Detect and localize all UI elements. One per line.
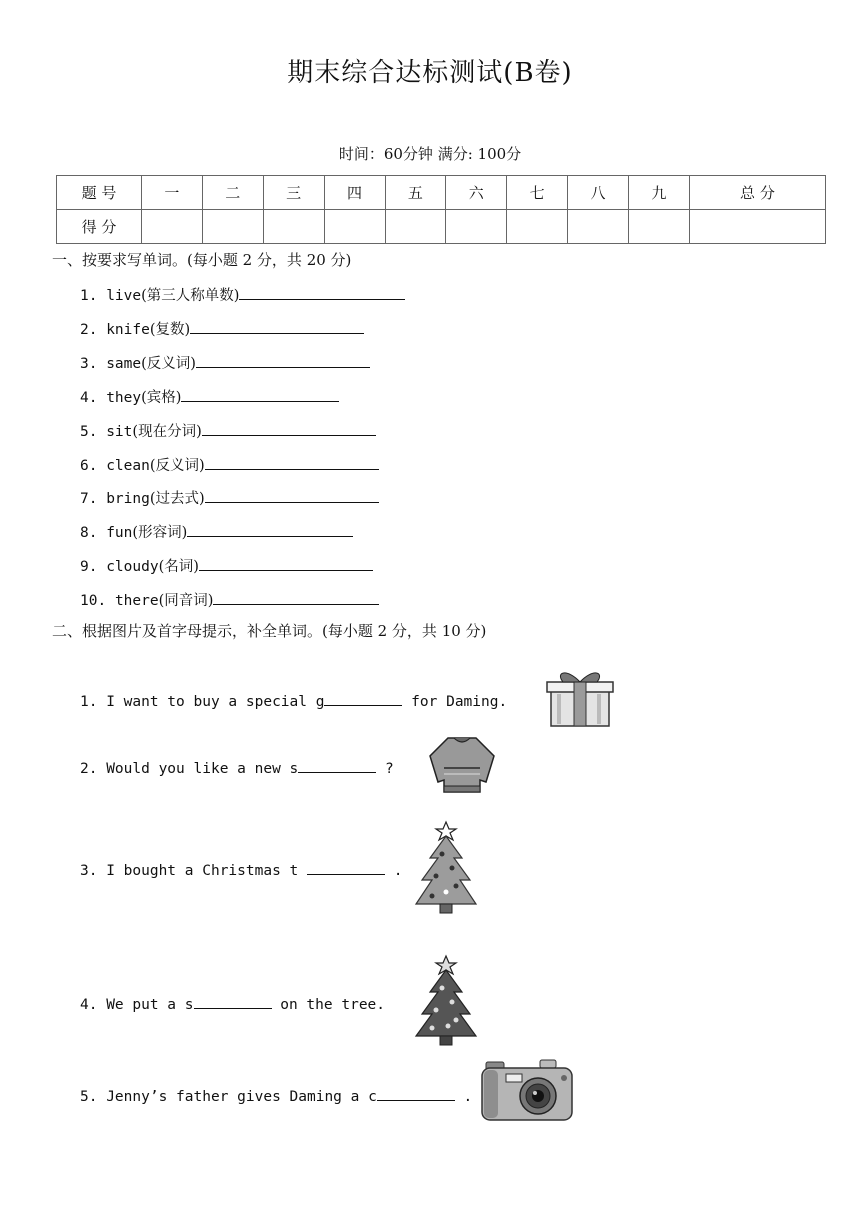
answer-blank[interactable] — [196, 351, 370, 368]
item-word: fun — [106, 525, 133, 541]
column-label: 一 — [142, 176, 203, 210]
item-hint: (宾格) — [141, 390, 182, 406]
column-label: 九 — [629, 176, 690, 210]
column-label: 总 分 — [689, 176, 825, 210]
item-text: We put a s — [106, 997, 194, 1013]
score-cell[interactable] — [629, 210, 690, 244]
answer-blank[interactable] — [190, 317, 364, 334]
item-word: they — [106, 390, 142, 406]
word-item — [80, 453, 379, 475]
fill-item — [80, 992, 385, 1013]
word-item — [80, 385, 339, 407]
answer-blank[interactable] — [324, 689, 402, 706]
item-number: 2. — [80, 322, 98, 338]
item-number: 5. — [80, 424, 98, 440]
column-label: 三 — [263, 176, 324, 210]
answer-blank[interactable] — [187, 520, 353, 537]
christmas-tree-icon — [412, 820, 480, 914]
item-word: clean — [106, 458, 150, 474]
word-item — [80, 520, 353, 542]
answer-blank[interactable] — [199, 554, 373, 571]
answer-blank[interactable] — [181, 385, 339, 402]
answer-blank[interactable] — [377, 1084, 455, 1101]
item-number: 10. — [80, 593, 107, 609]
header-label: 题 号 — [57, 176, 142, 210]
item-hint: (复数) — [149, 322, 191, 338]
answer-blank[interactable] — [239, 283, 405, 300]
item-number: 9. — [80, 559, 98, 575]
item-text: . — [454, 1089, 473, 1105]
word-item — [80, 283, 405, 305]
answer-blank[interactable] — [213, 588, 379, 605]
sweater-icon — [426, 734, 498, 796]
score-cell[interactable] — [263, 210, 324, 244]
gift-box-icon — [543, 666, 617, 728]
item-hint: (反义词) — [141, 356, 196, 372]
item-hint: (反义词) — [149, 458, 205, 474]
christmas-tree-icon — [412, 954, 480, 1046]
item-word: knife — [106, 322, 150, 338]
item-hint: (形容词) — [132, 525, 188, 541]
column-label: 六 — [446, 176, 507, 210]
score-table — [56, 175, 826, 244]
fill-item — [80, 858, 402, 879]
item-number: 3. — [80, 863, 98, 879]
word-item — [80, 419, 376, 441]
column-label: 五 — [385, 176, 446, 210]
word-item — [80, 486, 379, 508]
column-label: 八 — [568, 176, 629, 210]
item-text: I want to buy a special g — [106, 694, 325, 710]
item-hint: (过去式) — [149, 491, 205, 507]
column-label: 二 — [202, 176, 263, 210]
item-word: live — [106, 288, 142, 304]
item-number: 8. — [80, 525, 98, 541]
item-word: bring — [106, 491, 150, 507]
item-hint: (同音词) — [158, 593, 214, 609]
item-number: 2. — [80, 761, 98, 777]
item-text: for Daming. — [402, 694, 508, 710]
score-cell[interactable] — [689, 210, 825, 244]
fill-item — [80, 756, 394, 777]
item-hint: (名词) — [158, 559, 199, 575]
item-number: 4. — [80, 997, 98, 1013]
section1-heading: 一、按要求写单词。(每小题 2 分，共 20 分) — [52, 251, 352, 269]
item-text: ? — [376, 761, 394, 777]
item-number: 6. — [80, 458, 98, 474]
fill-item — [80, 1084, 472, 1105]
column-label: 四 — [324, 176, 385, 210]
item-number: 3. — [80, 356, 98, 372]
section2-heading: 二、根据图片及首字母提示，补全单词。(每小题 2 分，共 10 分) — [52, 622, 487, 640]
fill-item — [80, 689, 507, 710]
item-text: I bought a Christmas t — [106, 863, 307, 879]
word-item — [80, 351, 370, 373]
word-item — [80, 317, 364, 339]
item-word: cloudy — [106, 559, 159, 575]
word-item — [80, 554, 373, 576]
item-text: on the tree. — [271, 997, 386, 1013]
answer-blank[interactable] — [194, 992, 272, 1009]
score-cell[interactable] — [324, 210, 385, 244]
item-number: 7. — [80, 491, 98, 507]
item-word: there — [114, 593, 159, 609]
item-number: 1. — [80, 694, 98, 710]
answer-blank[interactable] — [205, 453, 379, 470]
item-hint: (第三人称单数) — [141, 288, 240, 304]
answer-blank[interactable] — [307, 858, 385, 875]
score-cell[interactable] — [142, 210, 203, 244]
item-number: 4. — [80, 390, 98, 406]
item-hint: (现在分词) — [132, 424, 202, 440]
item-word: same — [106, 356, 142, 372]
answer-blank[interactable] — [202, 419, 376, 436]
page-title: 期末综合达标测试(B卷) — [287, 58, 573, 88]
score-cell[interactable] — [446, 210, 507, 244]
item-word: sit — [106, 424, 133, 440]
item-text: Jenny’s father gives Daming a c — [106, 1089, 377, 1105]
score-cell[interactable] — [202, 210, 263, 244]
answer-blank[interactable] — [205, 486, 379, 503]
score-table-header-row — [57, 176, 826, 210]
score-label: 得 分 — [57, 210, 142, 244]
item-text: . — [385, 863, 403, 879]
item-text: Would you like a new s — [106, 761, 299, 777]
camera-icon — [480, 1058, 574, 1122]
item-number: 1. — [80, 288, 98, 304]
exam-meta: 时间：60分钟 满分: 100分 — [338, 145, 522, 163]
item-number: 5. — [80, 1089, 98, 1105]
score-cell[interactable] — [507, 210, 568, 244]
answer-blank[interactable] — [298, 756, 376, 773]
score-cell[interactable] — [568, 210, 629, 244]
score-cell[interactable] — [385, 210, 446, 244]
column-label: 七 — [507, 176, 568, 210]
word-item — [80, 588, 379, 610]
score-table-score-row — [57, 210, 826, 244]
